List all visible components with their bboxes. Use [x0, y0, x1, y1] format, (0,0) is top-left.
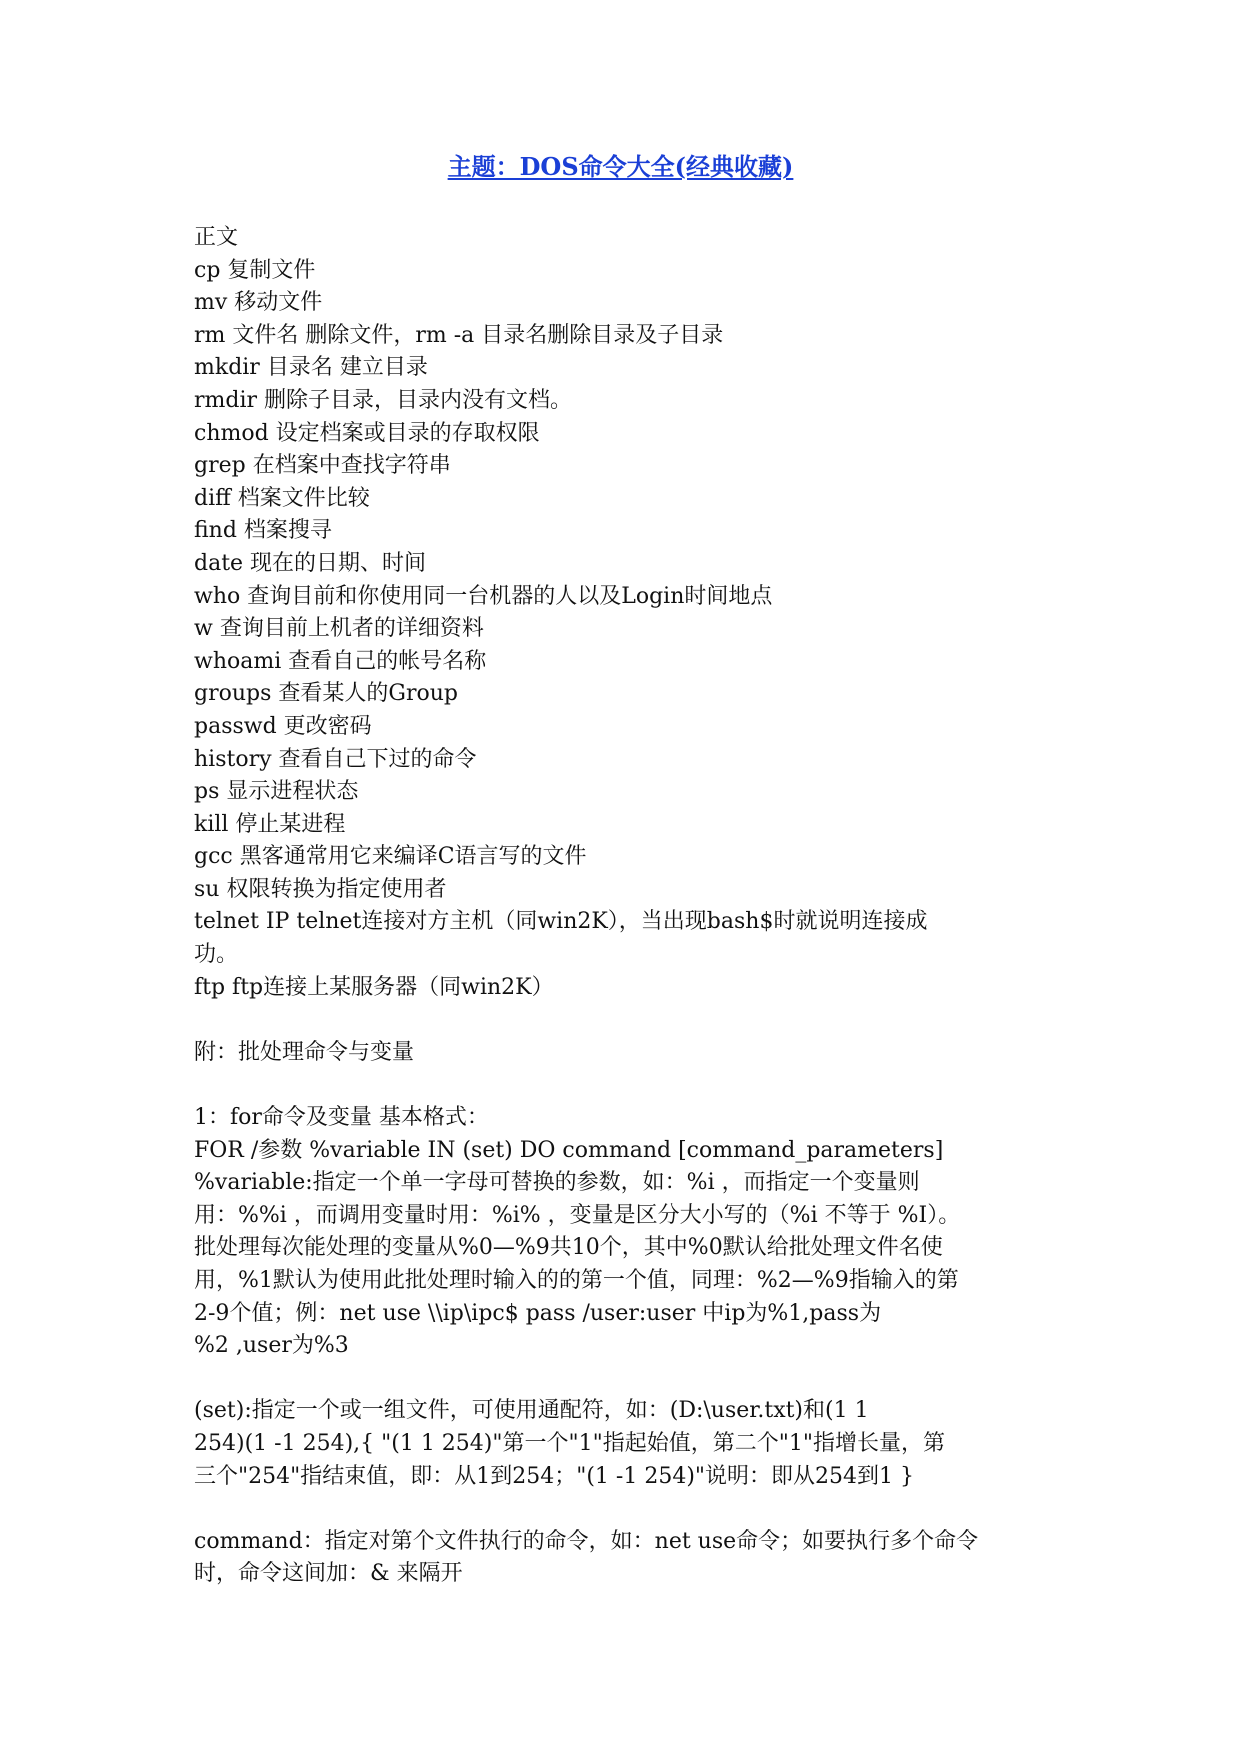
for-command-section — [194, 1102, 1054, 1363]
paragraph-line: 254)(1 -1 254),{ "(1 1 254)"第一个"1"指起始值，第二个"1"指增长量，第 — [194, 1430, 945, 1456]
command-line: gcc 黑客通常用它来编译C语言写的文件 — [194, 844, 587, 870]
paragraph-line: 用：%%i ，而调用变量时用：%i% ，变量是区分大小写的（%i 不等于 %I）。 — [194, 1202, 961, 1228]
paragraph-line: 用，%1默认为使用此批处理时输入的的第一个值，同理：%2—%9指输入的第 — [194, 1268, 959, 1293]
command-line: passwd 更改密码 — [194, 713, 372, 739]
command-line: su 权限转换为指定使用者 — [194, 876, 447, 902]
paragraph-line: 1：for命令及变量 基本格式： — [194, 1105, 489, 1131]
command-line: grep 在档案中查找字符串 — [194, 453, 451, 479]
paragraph-line: 批处理每次能处理的变量从%0—%9共10个，其中%0默认给批处理文件名使 — [194, 1235, 943, 1261]
command-line: rmdir 删除子目录，目录内没有文档。 — [194, 387, 573, 413]
paragraph-spacer — [194, 1493, 1054, 1526]
command-line: history 查看自己下过的命令 — [194, 746, 477, 772]
paragraph-spacer — [194, 1004, 1054, 1037]
paragraph-line: 2-9个值；例：net use \\ip\ipc$ pass /user:user 中ip为%1,pass为 — [194, 1300, 882, 1326]
paragraph-spacer — [194, 1069, 1054, 1102]
command-line: chmod 设定档案或目录的存取权限 — [194, 420, 540, 446]
command-line: kill 停止某进程 — [194, 811, 346, 837]
command-line: ftp ftp连接上某服务器（同win2K） — [194, 974, 554, 1000]
document-title — [0, 150, 1241, 184]
command-line: date 现在的日期、时间 — [194, 550, 427, 576]
paragraph-line: FOR /参数 %variable IN (set) DO command [command_parameters] — [194, 1137, 944, 1163]
paragraph-line: 三个"254"指结束值，即：从1到254；"(1 -1 254)"说明：即从254到1 } — [194, 1463, 915, 1489]
command-line: whoami 查看自己的帐号名称 — [194, 648, 487, 674]
set-section — [194, 1395, 1054, 1493]
paragraph-line: (set):指定一个或一组文件，可使用通配符，如：(D:\user.txt)和(1 1 — [194, 1398, 869, 1424]
paragraph-line: %2 ,user为%3 — [194, 1333, 349, 1359]
section-heading: 正文 — [194, 225, 239, 250]
command-line: ps 显示进程状态 — [194, 779, 359, 805]
paragraph-line: 时，命令这间加：& 来隔开 — [194, 1561, 463, 1587]
command-line: mv 移动文件 — [194, 290, 323, 316]
paragraph-line: command：指定对第个文件执行的命令，如：net use命令；如要执行多个命令 — [194, 1528, 979, 1554]
command-line: w 查询目前上机者的详细资料 — [194, 616, 484, 642]
paragraph-spacer — [194, 1363, 1054, 1396]
command-line: diff 档案文件比较 — [194, 485, 370, 511]
command-param-section — [194, 1526, 1054, 1591]
command-line: who 查询目前和你使用同一台机器的人以及Login时间地点 — [194, 583, 773, 609]
document-title-link[interactable]: 主题：DOS命令大全(经典收藏) — [447, 152, 794, 181]
command-line: groups 查看某人的Group — [194, 681, 458, 707]
command-line: 功。 — [194, 942, 239, 968]
document-body — [194, 222, 1054, 1591]
command-line: find 档案搜寻 — [194, 518, 332, 544]
appendix-heading: 附：批处理命令与变量 — [194, 1039, 415, 1065]
command-line: mkdir 目录名 建立目录 — [194, 355, 428, 381]
command-line: rm 文件名 删除文件，rm -a 目录名删除目录及子目录 — [194, 322, 724, 348]
command-line: telnet IP telnet连接对方主机（同win2K），当出现bash$时就说明连接成 — [194, 909, 928, 935]
command-list — [194, 255, 1054, 1005]
paragraph-line: %variable:指定一个单一字母可替换的参数，如：%i ，而指定一个变量则 — [194, 1170, 920, 1196]
command-line: cp 复制文件 — [194, 257, 316, 283]
